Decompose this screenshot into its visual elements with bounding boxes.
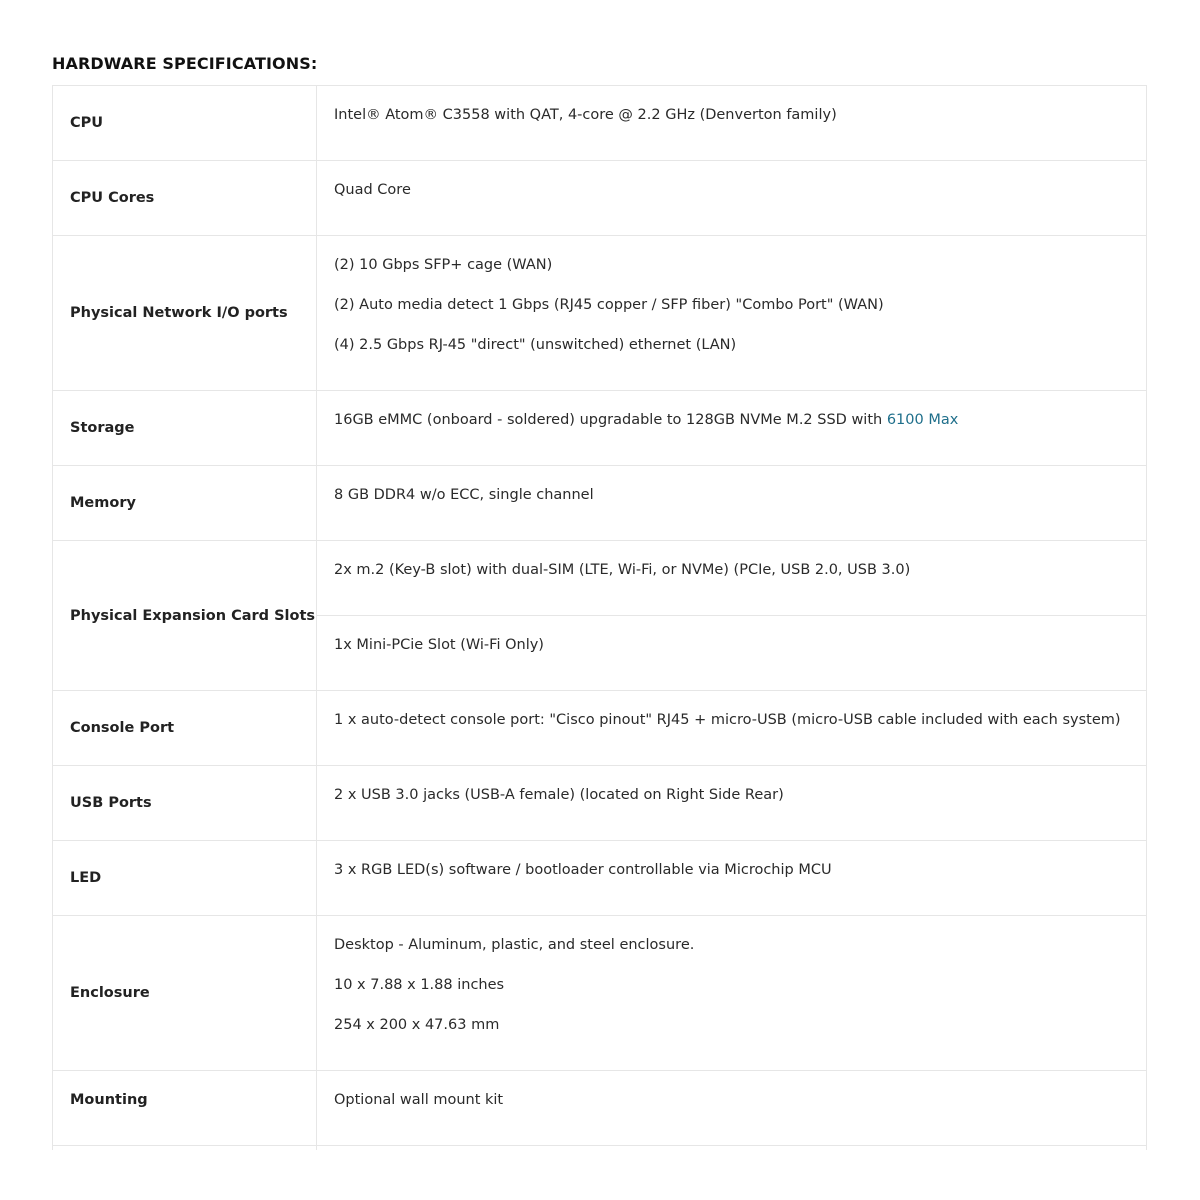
spec-value-line: 10 x 7.88 x 1.88 inches <box>334 977 505 993</box>
spec-row-usb-ports <box>53 766 1147 841</box>
spec-label: LED <box>53 841 317 916</box>
spec-row-expansion-slots <box>53 541 1147 616</box>
spec-value: Quad Core <box>317 161 1147 236</box>
spec-value-line: (4) 2.5 Gbps RJ-45 "direct" (unswitched) ethernet (LAN) <box>334 337 737 353</box>
spec-label: Mounting <box>53 1071 317 1146</box>
spec-label: Enclosure <box>53 916 317 1071</box>
spec-value: 8 GB DDR4 w/o ECC, single channel <box>317 466 1147 541</box>
spec-value <box>317 391 1147 466</box>
spec-row-led <box>53 841 1147 916</box>
spec-value-line: (2) Auto media detect 1 Gbps (RJ45 copper / SFP fiber) "Combo Port" (WAN) <box>334 297 884 313</box>
spec-cell-empty <box>53 1146 317 1150</box>
spec-value: 3 x RGB LED(s) software / bootloader controllable via Microchip MCU <box>317 841 1147 916</box>
spec-row-storage <box>53 391 1147 466</box>
spec-value <box>317 916 1147 1071</box>
spec-label: Physical Network I/O ports <box>53 236 317 391</box>
spec-row-cpu <box>53 86 1147 161</box>
spec-label: CPU <box>53 86 317 161</box>
spec-label: Storage <box>53 391 317 466</box>
page-title: HARDWARE SPECIFICATIONS: <box>52 54 318 73</box>
spec-value-line: 254 x 200 x 47.63 mm <box>334 1017 500 1033</box>
spec-value: 1x Mini-PCie Slot (Wi-Fi Only) <box>317 616 1147 691</box>
spec-row-cpu-cores <box>53 161 1147 236</box>
spec-row-network-ports <box>53 236 1147 391</box>
spec-value <box>317 236 1147 391</box>
spec-cell-empty <box>317 1146 1147 1150</box>
spec-label: USB Ports <box>53 766 317 841</box>
hardware-specs-table <box>52 85 1147 1150</box>
spec-value: 2 x USB 3.0 jacks (USB-A female) (located on Right Side Rear) <box>317 766 1147 841</box>
spec-label: CPU Cores <box>53 161 317 236</box>
spec-label: Console Port <box>53 691 317 766</box>
spec-row-memory <box>53 466 1147 541</box>
spec-label: Memory <box>53 466 317 541</box>
spec-value: 2x m.2 (Key-B slot) with dual-SIM (LTE, Wi-Fi, or NVMe) (PCIe, USB 2.0, USB 3.0) <box>317 541 1147 616</box>
spec-value: Intel® Atom® C3558 with QAT, 4-core @ 2.2 GHz (Denverton family) <box>317 86 1147 161</box>
spec-row-enclosure <box>53 916 1147 1071</box>
spec-label: Physical Expansion Card Slots <box>53 541 317 691</box>
spec-value-line: Desktop - Aluminum, plastic, and steel enclosure. <box>334 937 695 953</box>
spec-value: 1 x auto-detect console port: "Cisco pinout" RJ45 + micro-USB (micro-USB cable included with each system) <box>317 691 1147 766</box>
spec-row-mounting <box>53 1071 1147 1146</box>
spec-value: Optional wall mount kit <box>317 1071 1147 1146</box>
storage-text: 16GB eMMC (onboard - soldered) upgradable to 128GB NVMe M.2 SSD with <box>334 412 887 428</box>
spec-value-line: (2) 10 Gbps SFP+ cage (WAN) <box>334 257 553 273</box>
spec-row-console-port <box>53 691 1147 766</box>
6100-max-link[interactable]: 6100 Max <box>886 412 959 428</box>
spec-row-trailing <box>53 1146 1147 1150</box>
